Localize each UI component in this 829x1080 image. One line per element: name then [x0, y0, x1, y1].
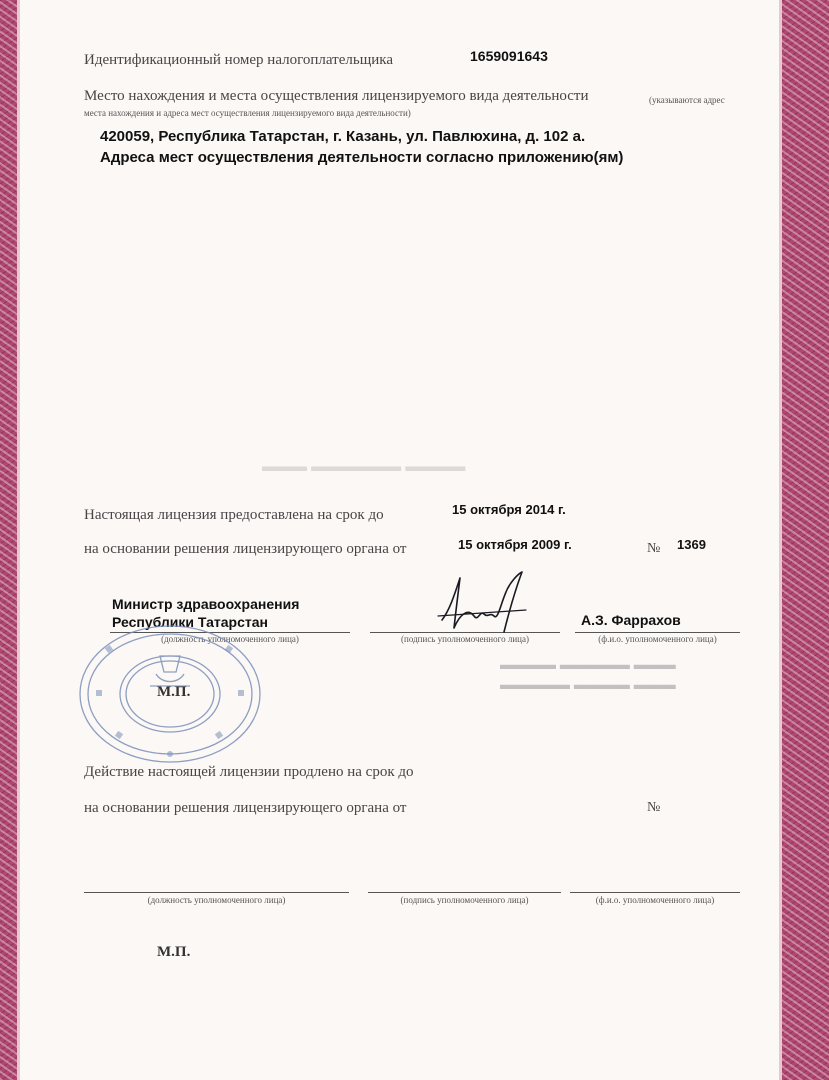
address-line-2: Адреса мест осуществления деятельности согласно приложению(ям): [100, 149, 624, 166]
handwritten-signature-image: [434, 570, 530, 642]
location-label: Место нахождения и места осуществления лицензируемого вида деятельности: [84, 88, 589, 104]
stamp-place-mp: М.П.: [157, 684, 191, 700]
caption-position: (должность уполномоченного лица): [161, 634, 299, 644]
license-number-sign: №: [647, 541, 661, 556]
signatory-name: А.З. Фаррахов: [581, 612, 681, 628]
bleed-through-ghost-text: ▬▬▬ ▬▬▬▬▬ ▬▬▬▬: [500, 656, 676, 672]
decorative-border-right: [779, 0, 829, 1080]
extension-caption-position: (должность уполномоченного лица): [147, 895, 286, 905]
extension-stamp-place-mp: М.П.: [157, 944, 191, 960]
taxpayer-id-label: Идентификационный номер налогоплательщика: [84, 52, 394, 68]
license-basis-date: 15 октября 2009 г.: [458, 537, 572, 552]
license-basis-label: на основании решения лицензирующего органа от: [84, 541, 407, 557]
caption-signature: (подпись уполномоченного лица): [401, 634, 529, 644]
extension-caption-name: (ф.и.о. уполномоченного лица): [595, 895, 715, 905]
license-term-value: 15 октября 2014 г.: [452, 502, 566, 517]
extension-name-underline: [570, 892, 740, 893]
address-line-1: 420059, Республика Татарстан, г. Казань, ул. Павлюхина, д. 102 а.: [100, 128, 586, 145]
bleed-through-ghost-text: ▬▬▬▬ ▬▬▬▬▬▬ ▬▬▬: [262, 458, 466, 475]
extension-position-underline: [84, 892, 349, 893]
caption-name: (ф.и.о. уполномоченного лица): [598, 634, 717, 644]
extension-term-label: Действие настоящей лицензии продлено на срок до: [84, 764, 414, 780]
license-term-label: Настоящая лицензия предоставлена на срок до: [84, 507, 384, 523]
bleed-through-ghost-text: ▬▬▬ ▬▬▬▬ ▬▬▬▬▬: [500, 676, 676, 692]
signatory-name-underline: [575, 632, 740, 633]
location-note-part1: (указываются адрес: [649, 95, 725, 105]
extension-number-sign: №: [647, 800, 661, 815]
extension-signature-underline: [368, 892, 561, 893]
decorative-border-left: [0, 0, 20, 1080]
taxpayer-id-value: 1659091643: [470, 48, 548, 64]
signatory-position-line2: Республики Татарстан: [112, 614, 268, 630]
license-number-value: 1369: [677, 537, 706, 552]
signatory-position-line1: Министр здравоохранения: [112, 596, 300, 612]
extension-caption-signature: (подпись уполномоченного лица): [400, 895, 529, 905]
location-note-part2: места нахождения и адреса мест осуществления лицензируемого вида деятельности): [84, 108, 411, 118]
extension-basis-label: на основании решения лицензирующего органа от: [84, 800, 407, 816]
